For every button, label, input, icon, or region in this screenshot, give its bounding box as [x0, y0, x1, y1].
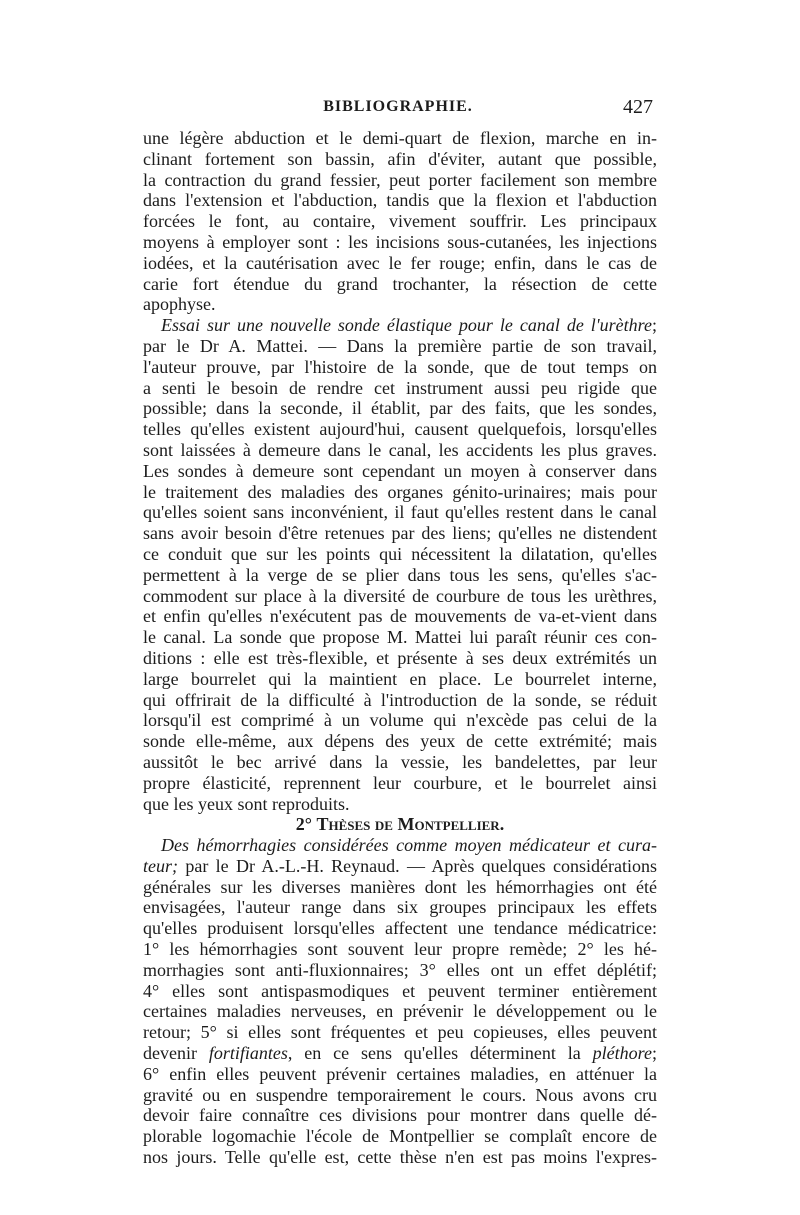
text-line: sans avoir besoin d'être retenues par des liens; qu'elles ne distendent: [143, 523, 657, 544]
text-line: apophyse.: [143, 294, 216, 315]
text-line: gravité ou en suspendre temporairement le cours. Nous avons cru: [143, 1084, 657, 1105]
page-number: 427: [623, 96, 653, 118]
text-line: 6° enfin elles peuvent prévenir certaines maladies, en atténuer la: [143, 1063, 657, 1084]
text-line: que les yeux sont reproduits.: [143, 793, 350, 814]
text-line: 4° elles sont antispasmodiques et peuvent terminer entièrement: [143, 980, 657, 1001]
body-text: [143, 128, 657, 1168]
text-line: telles qu'elles existent aujourd'hui, causent quelquefois, lorsqu'elles: [143, 419, 657, 440]
section-heading: 2° Thèses de Montpellier.: [295, 814, 505, 835]
text-line: certaines maladies nerveuses, en prévenir le développement ou le: [143, 1001, 657, 1022]
text-line: une légère abduction et le demi-quart de flexion, marche en in-: [143, 128, 657, 148]
text-line: qu'elles produisent lorsqu'elles affectent une tendance médicatrice:: [143, 918, 657, 939]
text-line: iodées, et la cautérisation avec le fer rouge; enfin, dans le cas de: [143, 252, 657, 273]
text-line: Essai sur une nouvelle sonde élastique pour le canal de l'urèthre;: [161, 315, 657, 336]
text-line: dans l'extension et l'abduction, tandis que la flexion et l'abduction: [143, 190, 657, 211]
text-line: a senti le besoin de rendre cet instrument aussi peu rigide que: [143, 377, 657, 398]
text-line: [143, 835, 657, 856]
text-line: clinant fortement son bassin, afin d'éviter, autant que possible,: [143, 148, 657, 169]
text-line: par le Dr A. Mattei. — Dans la première partie de son travail,: [143, 335, 657, 356]
text-line: possible; dans la seconde, il établit, par des faits, que les sondes,: [143, 398, 657, 419]
text-line: sont laissées à demeure dans le canal, les accidents les plus graves.: [143, 439, 657, 460]
text-line: morrhagies sont anti-fluxionnaires; 3° elles ont un effet déplétif;: [143, 959, 657, 980]
text-line: propre élasticité, reprennent leur courbure, et le bourrelet ainsi: [143, 772, 657, 793]
text-line: commodent sur place à la diversité de courbure de tous les urèthres,: [143, 585, 657, 606]
text-line: qu'elles soient sans inconvénient, il faut qu'elles restent dans le canal: [143, 502, 657, 523]
page-header: [143, 98, 653, 122]
text-line: générales sur les diverses manières dont les hémorrhagies ont été: [143, 876, 657, 897]
text-line: aussitôt le bec arrivé dans la vessie, les bandelettes, par leur: [143, 751, 657, 772]
text-line: envisagées, l'auteur range dans six groupes principaux les effets: [143, 897, 657, 918]
text-line: l'auteur prouve, par l'histoire de la sonde, que de tout temps on: [143, 356, 657, 377]
text-line: moyens à employer sont : les incisions sous-cutanées, les injections: [143, 231, 657, 252]
running-title: BIBLIOGRAPHIE.: [323, 98, 473, 115]
text-line: nos jours. Telle qu'elle est, cette thèse n'en est pas moins l'expres-: [143, 1147, 657, 1168]
text-line: plorable logomachie l'école de Montpellier se complaît encore de: [143, 1126, 657, 1147]
text-line: lorsqu'il est comprimé à un volume qui n'excède pas celui de la: [143, 710, 657, 731]
text-line: la contraction du grand fessier, peut porter facilement son membre: [143, 169, 657, 190]
text-line: qui offrirait de la difficulté à l'introduction de la sonde, se réduit: [143, 689, 657, 710]
text-line: le traitement des maladies des organes génito-urinaires; mais pour: [143, 481, 657, 502]
text-line: et enfin qu'elles n'exécutent pas de mouvements de va-et-vient dans: [143, 606, 657, 627]
text-line: devoir faire connaître ces divisions pour montrer dans quelle dé-: [143, 1105, 657, 1126]
work-title: Des hémorrhagies considérées comme moyen médicateur et cura-: [161, 835, 657, 856]
text-line: ditions : elle est très-flexible, et présente à ses deux extrémités un: [143, 647, 657, 668]
text-line: forcées le font, au contaire, vivement souffrir. Les principaux: [143, 211, 657, 232]
work-title: Essai sur une nouvelle sonde élastique pour le canal de l'urèthre: [161, 315, 652, 336]
text-line: sonde elle-même, aux dépens des yeux de cette extrémité; mais: [143, 731, 657, 752]
text-line: teur; par le Dr A.-L.-H. Reynaud. — Après quelques considérations: [143, 855, 657, 876]
text-line: carie fort étendue du grand trochanter, la résection de cette: [143, 273, 657, 294]
text-line: le canal. La sonde que propose M. Mattei lui paraît réunir ces con-: [143, 627, 657, 648]
text-line: Les sondes à demeure sont cependant un moyen à conserver dans: [143, 460, 657, 481]
text-line: devenir fortifiantes, en ce sens qu'elles déterminent la pléthore;: [143, 1043, 657, 1064]
text-line: ce conduit que sur les points qui nécessitent la dilatation, qu'elles: [143, 543, 657, 564]
text-line: large bourrelet qui la maintient en place. Le bourrelet interne,: [143, 668, 657, 689]
text-line: 1° les hémorrhagies sont souvent leur propre remède; 2° les hé-: [143, 939, 657, 960]
text-line: permettent à la verge de se plier dans tous les sens, qu'elles s'ac-: [143, 564, 657, 585]
text-line: retour; 5° si elles sont fréquentes et peu copieuses, elles peuvent: [143, 1022, 657, 1043]
